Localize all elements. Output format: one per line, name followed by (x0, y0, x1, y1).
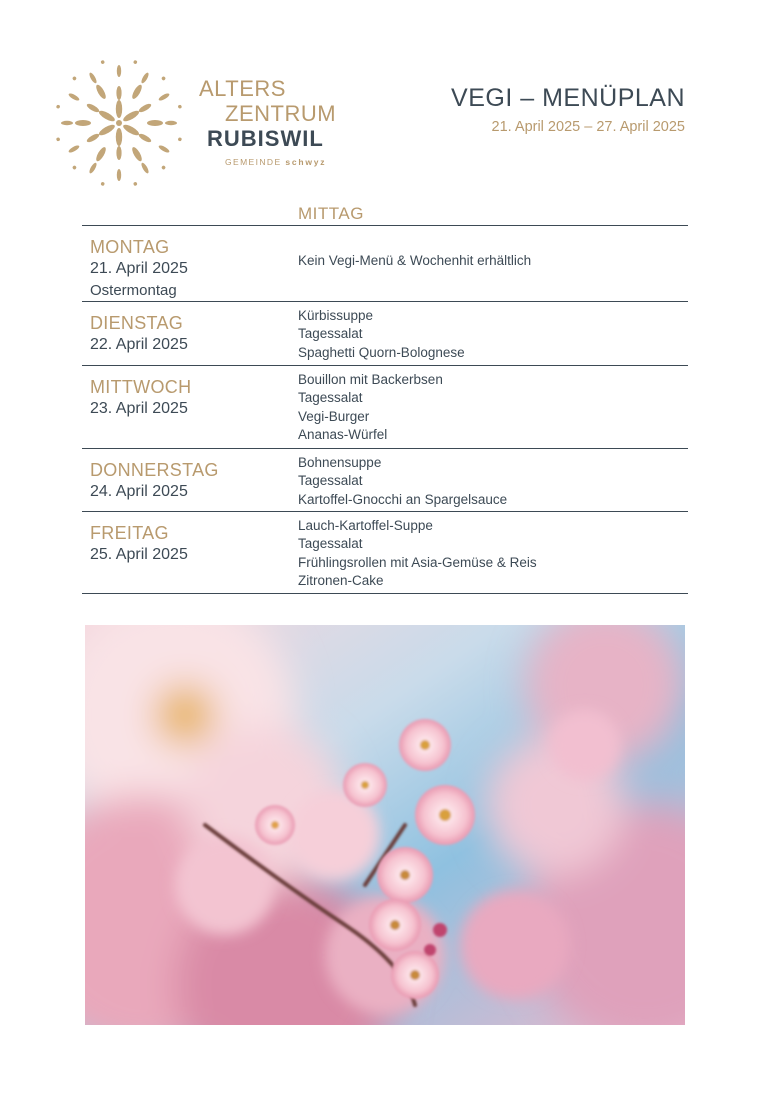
day-cell (82, 449, 298, 511)
dish: Tagessalat (298, 326, 363, 342)
dishes-cell (298, 449, 688, 511)
dish: Zitronen-Cake (298, 572, 384, 588)
brand-schwyz: schwyz (285, 157, 327, 167)
day-note: Ostermontag (90, 282, 177, 299)
brand-line-rubiswil: RUBISWIL (207, 126, 324, 151)
dish: Vegi-Burger (298, 408, 370, 424)
brand-line-zentrum: ZENTRUM (225, 101, 337, 126)
page-title: VEGI – MENÜPLAN (451, 84, 685, 112)
dish: Kürbissuppe (298, 308, 374, 323)
menu-row-freitag (82, 512, 688, 594)
day-cell (82, 226, 298, 301)
menu-table (82, 200, 688, 594)
cherry-blossom-image-icon (85, 625, 685, 1025)
day-date: 25. April 2025 (90, 546, 188, 563)
dishes-cell (298, 512, 688, 593)
dish: Tagessalat (298, 536, 363, 552)
day-cell (82, 512, 298, 593)
dish: Bouillon mit Backerbsen (298, 372, 443, 387)
day-date: 24. April 2025 (90, 483, 188, 500)
brand-gemeinde-label: GEMEINDE (225, 157, 282, 167)
day-cell (82, 366, 298, 448)
column-header-mittag: MITTAG (298, 204, 364, 223)
day-cell (82, 302, 298, 365)
dish: Kartoffel-Gnocchi an Spargelsauce (298, 491, 508, 507)
dishes-cell (298, 226, 688, 301)
day-date: 21. April 2025 (90, 260, 188, 277)
dish: Tagessalat (298, 390, 363, 406)
menu-row-donnerstag (82, 449, 688, 512)
date-range: 21. April 2025 – 27. April 2025 (491, 119, 685, 135)
cherry-blossom-photo (85, 625, 685, 1025)
brand-wordmark (199, 78, 336, 167)
brand-line-alters: ALTERS (199, 76, 286, 101)
day-date: 22. April 2025 (90, 336, 188, 353)
dish: Bohnensuppe (298, 455, 382, 470)
day-name: FREITAG (90, 523, 169, 543)
dish: Ananas-Würfel (298, 426, 388, 442)
day-name: DIENSTAG (90, 313, 184, 333)
day-name: DONNERSTAG (90, 460, 219, 480)
document-header (451, 84, 685, 135)
menu-column-header (82, 200, 688, 226)
dish: Spaghetti Quorn-Bolognese (298, 344, 465, 360)
brand-gemeinde (199, 158, 336, 167)
dish: Frühlingsrollen mit Asia-Gemüse & Reis (298, 554, 537, 570)
menu-row-montag (82, 226, 688, 302)
dishes-cell (298, 302, 688, 365)
menu-row-dienstag (82, 302, 688, 366)
day-name: MITTWOCH (90, 377, 192, 397)
dish: Kein Vegi-Menü & Wochenhit erhältlich (298, 253, 532, 268)
dish: Tagessalat (298, 473, 363, 489)
menu-row-mittwoch (82, 366, 688, 449)
dish: Lauch-Kartoffel-Suppe (298, 518, 433, 533)
day-name: MONTAG (90, 237, 170, 257)
dishes-cell (298, 366, 688, 448)
flower-of-life-logo-icon (52, 56, 186, 190)
day-date: 23. April 2025 (90, 400, 188, 417)
